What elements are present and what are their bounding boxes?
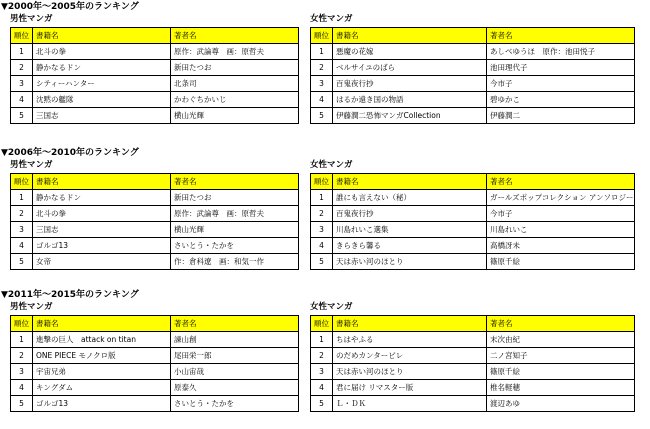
- author-cell: 横山光輝: [171, 108, 299, 124]
- ranking-table: [10, 173, 299, 270]
- rank-cell: 2: [311, 348, 333, 364]
- ranking-period: [0, 289, 650, 429]
- table-row: [311, 332, 635, 348]
- title-cell: 誰にも言えない（秘）: [333, 190, 487, 206]
- title-cell: 三国志: [33, 108, 171, 124]
- header-author: 著者名: [171, 174, 299, 190]
- rank-cell: 2: [11, 348, 33, 364]
- rank-cell: 5: [11, 254, 33, 270]
- male-manga-group: [10, 14, 298, 124]
- author-cell: 小山宙哉: [171, 364, 299, 380]
- rank-cell: 4: [311, 92, 333, 108]
- ranking-period: [0, 147, 650, 287]
- table-row: [11, 348, 299, 364]
- rank-cell: 4: [311, 238, 333, 254]
- table-header-row: [311, 28, 635, 44]
- title-cell: ちはやふる: [333, 332, 487, 348]
- period-title: ▼2006年～2010年のランキング: [1, 148, 139, 158]
- rank-cell: 3: [11, 364, 33, 380]
- ranking-table: [310, 27, 635, 124]
- rank-cell: 1: [311, 44, 333, 60]
- ranking-table: [310, 315, 635, 412]
- period-title: ▼2011年～2015年のランキング: [1, 290, 139, 300]
- table-row: [11, 254, 299, 270]
- rank-cell: 5: [11, 396, 33, 412]
- author-cell: 伊藤潤二: [487, 108, 635, 124]
- title-cell: 女帝: [33, 254, 171, 270]
- table-row: [311, 238, 635, 254]
- ranking-table: [10, 27, 299, 124]
- header-rank: 順位: [11, 316, 33, 332]
- table-header-row: [11, 28, 299, 44]
- header-title: 書籍名: [333, 316, 487, 332]
- title-cell: 進撃の巨人 attack on titan: [33, 332, 171, 348]
- title-cell: 天は赤い河のほとり: [333, 364, 487, 380]
- table-header-row: [11, 174, 299, 190]
- author-cell: さいとう・たかを: [171, 238, 299, 254]
- title-cell: 君に届け リマスター版: [333, 380, 487, 396]
- title-cell: 百鬼夜行抄: [333, 76, 487, 92]
- author-cell: 今市子: [487, 206, 635, 222]
- male-manga-group: [10, 302, 298, 412]
- rank-cell: 2: [311, 206, 333, 222]
- table-row: [11, 108, 299, 124]
- table-row: [311, 60, 635, 76]
- author-cell: 二ノ宮知子: [487, 348, 635, 364]
- rank-cell: 3: [311, 364, 333, 380]
- rank-cell: 5: [311, 108, 333, 124]
- ranking-period: [0, 1, 650, 141]
- table-row: [11, 76, 299, 92]
- title-cell: ベルサイユのばら: [333, 60, 487, 76]
- title-cell: 北斗の拳: [33, 206, 171, 222]
- table-row: [11, 190, 299, 206]
- table-row: [11, 92, 299, 108]
- table-row: [311, 92, 635, 108]
- header-author: 著者名: [171, 28, 299, 44]
- table-row: [311, 348, 635, 364]
- rank-cell: 4: [11, 380, 33, 396]
- rank-cell: 1: [311, 190, 333, 206]
- title-cell: ゴルゴ13: [33, 396, 171, 412]
- table-row: [311, 76, 635, 92]
- header-author: 著者名: [171, 316, 299, 332]
- title-cell: きらきら馨る: [333, 238, 487, 254]
- author-cell: 川島れいこ: [487, 222, 635, 238]
- header-rank: 順位: [311, 28, 333, 44]
- header-rank: 順位: [311, 174, 333, 190]
- author-cell: 尾田栄一郎: [171, 348, 299, 364]
- female-manga-group: [310, 160, 634, 270]
- table-row: [11, 44, 299, 60]
- title-cell: はるか遠き国の物語: [333, 92, 487, 108]
- header-author: 著者名: [487, 316, 635, 332]
- rank-cell: 1: [11, 332, 33, 348]
- table-row: [11, 222, 299, 238]
- rank-cell: 3: [311, 222, 333, 238]
- group-label: 女性マンガ: [310, 160, 353, 170]
- author-cell: 原泰久: [171, 380, 299, 396]
- group-label: 女性マンガ: [310, 302, 353, 312]
- author-cell: かわぐちかいじ: [171, 92, 299, 108]
- author-cell: 作：倉科遼 画：和気一作: [171, 254, 299, 270]
- title-cell: 百鬼夜行抄: [333, 206, 487, 222]
- author-cell: 今市子: [487, 76, 635, 92]
- header-title: 書籍名: [33, 28, 171, 44]
- header-author: 著者名: [487, 28, 635, 44]
- rank-cell: 1: [311, 332, 333, 348]
- table-row: [311, 380, 635, 396]
- author-cell: 碧ゆかこ: [487, 92, 635, 108]
- author-cell: 椎名軽穂: [487, 380, 635, 396]
- author-cell: 北条司: [171, 76, 299, 92]
- table-row: [311, 254, 635, 270]
- author-cell: 諫山創: [171, 332, 299, 348]
- header-title: 書籍名: [333, 174, 487, 190]
- author-cell: 篠原千絵: [487, 364, 635, 380]
- author-cell: 新田たつお: [171, 60, 299, 76]
- author-cell: 高橋冴未: [487, 238, 635, 254]
- header-title: 書籍名: [333, 28, 487, 44]
- title-cell: 天は赤い河のほとり: [333, 254, 487, 270]
- rank-cell: 4: [311, 380, 333, 396]
- title-cell: シティーハンター: [33, 76, 171, 92]
- header-rank: 順位: [11, 174, 33, 190]
- table-row: [11, 206, 299, 222]
- title-cell: のだめカンタービレ: [333, 348, 487, 364]
- table-row: [311, 364, 635, 380]
- rank-cell: 5: [311, 254, 333, 270]
- table-row: [311, 44, 635, 60]
- rank-cell: 3: [11, 222, 33, 238]
- table-row: [311, 190, 635, 206]
- author-cell: 渡辺あゆ: [487, 396, 635, 412]
- author-cell: 横山光輝: [171, 222, 299, 238]
- header-title: 書籍名: [33, 174, 171, 190]
- author-cell: 篠原千絵: [487, 254, 635, 270]
- rank-cell: 4: [11, 92, 33, 108]
- rank-cell: 4: [11, 238, 33, 254]
- title-cell: 川島れいこ選集: [333, 222, 487, 238]
- title-cell: 沈黙の艦隊: [33, 92, 171, 108]
- table-header-row: [311, 174, 635, 190]
- author-cell: 原作：武論尊 画：原哲夫: [171, 44, 299, 60]
- group-label: 女性マンガ: [310, 14, 353, 24]
- author-cell: 新田たつお: [171, 190, 299, 206]
- ranking-table: [310, 173, 635, 270]
- header-title: 書籍名: [33, 316, 171, 332]
- author-cell: あしべゆうほ 原作：池田悦子: [487, 44, 635, 60]
- rank-cell: 5: [311, 396, 333, 412]
- male-manga-group: [10, 160, 298, 270]
- table-row: [311, 222, 635, 238]
- rank-cell: 5: [11, 108, 33, 124]
- table-row: [11, 380, 299, 396]
- period-title: ▼2000年～2005年のランキング: [1, 2, 139, 12]
- author-cell: 末次由紀: [487, 332, 635, 348]
- table-row: [311, 206, 635, 222]
- header-rank: 順位: [311, 316, 333, 332]
- title-cell: 北斗の拳: [33, 44, 171, 60]
- title-cell: 三国志: [33, 222, 171, 238]
- rank-cell: 1: [11, 44, 33, 60]
- table-row: [311, 108, 635, 124]
- table-row: [11, 332, 299, 348]
- rank-cell: 2: [11, 60, 33, 76]
- title-cell: 宇宙兄弟: [33, 364, 171, 380]
- title-cell: 伊藤潤二恐怖マンガCollection: [333, 108, 487, 124]
- title-cell: 静かなるドン: [33, 60, 171, 76]
- rank-cell: 2: [11, 206, 33, 222]
- author-cell: 原作：武論尊 画：原哲夫: [171, 206, 299, 222]
- table-row: [11, 364, 299, 380]
- title-cell: キングダム: [33, 380, 171, 396]
- group-label: 男性マンガ: [10, 302, 53, 312]
- rank-cell: 1: [11, 190, 33, 206]
- rank-cell: 2: [311, 60, 333, 76]
- ranking-table: [10, 315, 299, 412]
- table-header-row: [311, 316, 635, 332]
- author-cell: 池田理代子: [487, 60, 635, 76]
- header-rank: 順位: [11, 28, 33, 44]
- rank-cell: 3: [311, 76, 333, 92]
- title-cell: ONE PIECE モノクロ版: [33, 348, 171, 364]
- table-header-row: [11, 316, 299, 332]
- female-manga-group: [310, 302, 634, 412]
- table-row: [311, 396, 635, 412]
- title-cell: Ｌ・ＤＫ: [333, 396, 487, 412]
- rank-cell: 3: [11, 76, 33, 92]
- author-cell: さいとう・たかを: [171, 396, 299, 412]
- female-manga-group: [310, 14, 634, 124]
- header-author: 著者名: [487, 174, 635, 190]
- title-cell: 悪魔の花嫁: [333, 44, 487, 60]
- table-row: [11, 60, 299, 76]
- author-cell: ガールズポップコレクション アンソロジー: [487, 190, 635, 206]
- group-label: 男性マンガ: [10, 14, 53, 24]
- table-row: [11, 238, 299, 254]
- table-row: [11, 396, 299, 412]
- title-cell: ゴルゴ13: [33, 238, 171, 254]
- title-cell: 静かなるドン: [33, 190, 171, 206]
- group-label: 男性マンガ: [10, 160, 53, 170]
